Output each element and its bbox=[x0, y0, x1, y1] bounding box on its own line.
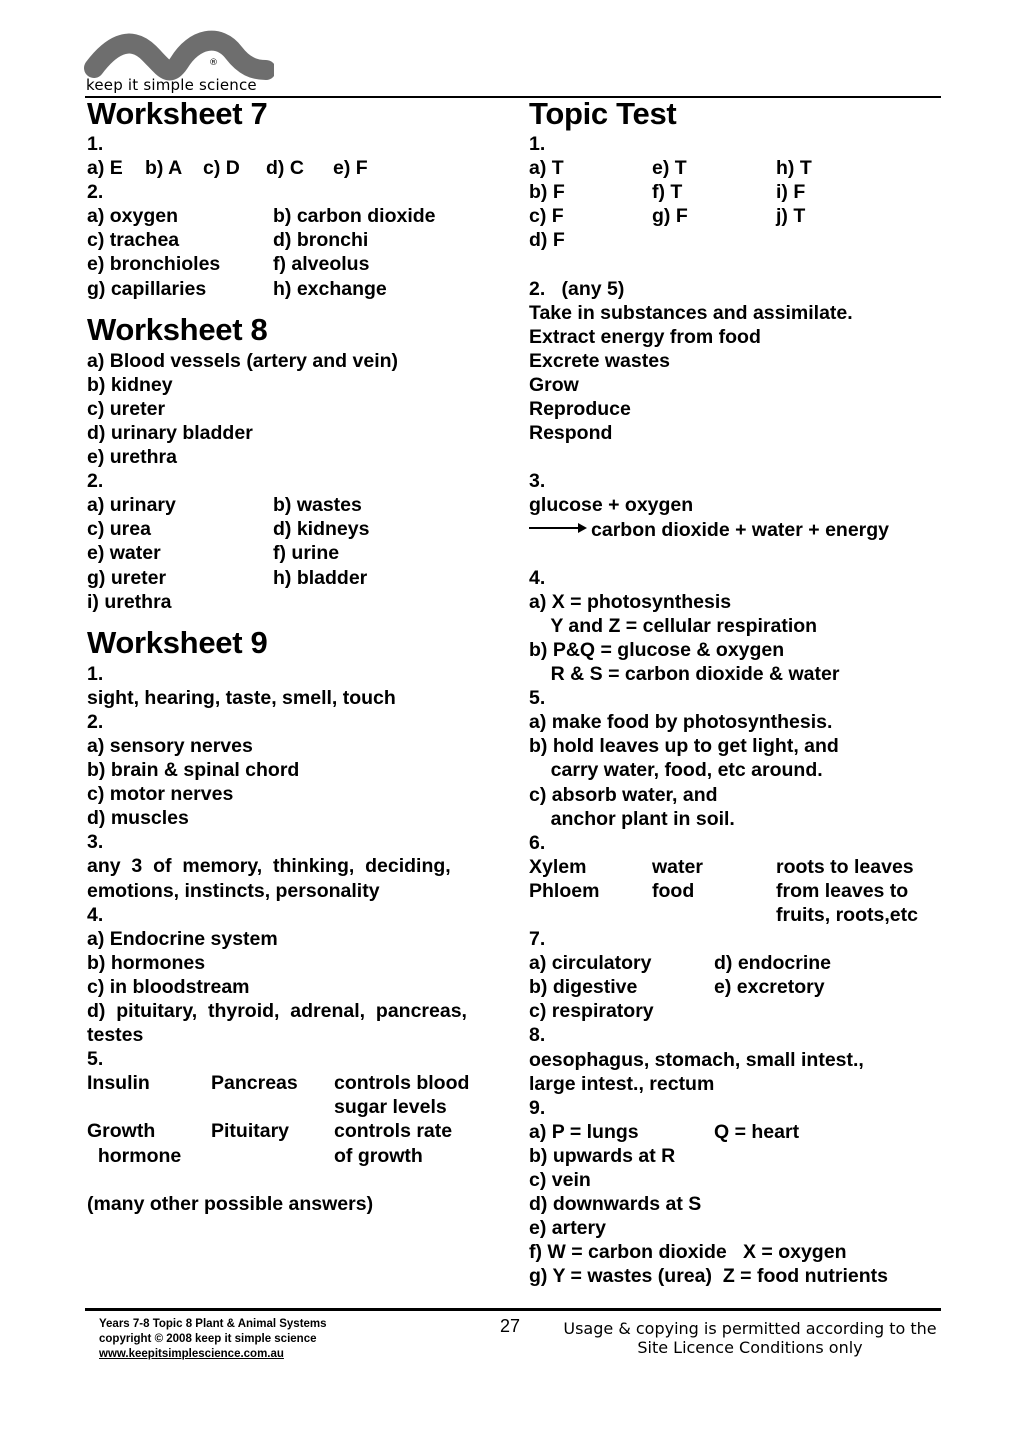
answer-text: g) capillaries bbox=[87, 277, 207, 300]
answer-line bbox=[87, 517, 497, 541]
answer-text: i) urethra bbox=[87, 590, 172, 613]
section-heading: Topic Test bbox=[529, 96, 677, 131]
answer-line bbox=[529, 397, 939, 421]
answer-line bbox=[87, 277, 497, 301]
answer-line bbox=[529, 1168, 939, 1192]
answer-line bbox=[529, 566, 939, 590]
answer-text: 3. bbox=[529, 470, 546, 493]
right-column bbox=[529, 96, 939, 1289]
answer-line bbox=[87, 1168, 497, 1192]
answer-text: d) endocrine bbox=[714, 952, 832, 975]
answer-line bbox=[87, 710, 497, 734]
answer-text: anchor plant in soil. bbox=[529, 807, 735, 830]
footer-copyright: copyright © 2008 keep it simple science bbox=[99, 1333, 317, 1345]
answer-line bbox=[529, 228, 939, 252]
answer-text: d) muscles bbox=[87, 807, 189, 830]
answer-text: b) brain & spinal chord bbox=[87, 759, 300, 782]
answer-text: sight, hearing, taste, smell, touch bbox=[87, 686, 396, 709]
answer-line bbox=[529, 493, 939, 517]
answer-line bbox=[87, 1144, 497, 1168]
answer-line bbox=[87, 566, 497, 590]
answer-text: a) urinary bbox=[87, 494, 176, 517]
answer-text: Y and Z = cellular respiration bbox=[529, 614, 818, 637]
answer-line bbox=[529, 445, 939, 469]
answer-text: e) T bbox=[652, 157, 687, 180]
answer-line bbox=[529, 1240, 939, 1264]
left-column bbox=[87, 96, 497, 1216]
answer-line bbox=[529, 277, 939, 301]
answer-text: a) T bbox=[529, 157, 564, 180]
answer-text: d) kidneys bbox=[273, 518, 370, 541]
answer-text: of growth bbox=[334, 1144, 423, 1167]
answer-text: 7. bbox=[529, 928, 546, 951]
answer-text: a) oxygen bbox=[87, 205, 179, 228]
answer-line bbox=[87, 854, 497, 878]
answer-line bbox=[529, 1096, 939, 1120]
footer-website-link[interactable]: www.keepitsimplescience.com.au bbox=[99, 1348, 284, 1360]
answer-text: fruits, roots,etc bbox=[776, 904, 918, 926]
answer-line bbox=[87, 806, 497, 830]
answer-line bbox=[529, 734, 939, 758]
answer-text: b) wastes bbox=[273, 494, 362, 517]
answer-text: controls blood bbox=[334, 1072, 470, 1095]
answer-line bbox=[529, 373, 939, 397]
answer-line bbox=[529, 1144, 939, 1168]
footer-rule bbox=[85, 1308, 941, 1311]
answer-text: f) alveolus bbox=[273, 253, 370, 276]
answer-line bbox=[87, 951, 497, 975]
answer-text: h) T bbox=[776, 157, 812, 180]
answer-text: c) in bloodstream bbox=[87, 975, 250, 998]
answer-text: f) W = carbon dioxide X = oxygen bbox=[529, 1241, 847, 1264]
answer-line bbox=[529, 831, 939, 855]
answer-line bbox=[529, 686, 939, 710]
answer-text: d) F bbox=[529, 229, 565, 252]
answer-text: e) urethra bbox=[87, 446, 177, 469]
answer-text: Growth bbox=[87, 1120, 156, 1143]
section-heading: Worksheet 9 bbox=[87, 624, 268, 660]
answer-text: g) ureter bbox=[87, 566, 167, 589]
answer-text: c) vein bbox=[529, 1169, 591, 1192]
answer-text: h) bladder bbox=[273, 566, 368, 589]
answer-line bbox=[87, 999, 497, 1023]
answer-text: Respond bbox=[529, 422, 613, 445]
answer-text: c) D bbox=[203, 157, 240, 180]
answer-line bbox=[529, 590, 939, 614]
answer-line bbox=[529, 204, 939, 228]
answer-line bbox=[87, 1023, 497, 1047]
answer-text: a) P = lungs bbox=[529, 1120, 639, 1143]
answer-line bbox=[87, 1119, 497, 1143]
answer-text: 4. bbox=[529, 566, 546, 589]
answer-line bbox=[87, 1192, 497, 1216]
answer-text: 2. bbox=[87, 181, 104, 204]
answer-text: e) F bbox=[333, 157, 368, 180]
answer-line bbox=[87, 204, 497, 228]
answer-text: (many other possible answers) bbox=[87, 1192, 374, 1215]
answer-line bbox=[87, 1047, 497, 1071]
answer-text: a) sensory nerves bbox=[87, 734, 253, 757]
answer-line bbox=[87, 180, 497, 204]
answer-line bbox=[87, 541, 497, 565]
answer-line bbox=[529, 1264, 939, 1288]
answer-text: c) motor nerves bbox=[87, 783, 234, 806]
answer-text: 1. bbox=[529, 133, 546, 155]
answer-text: hormone bbox=[87, 1144, 182, 1167]
answer-text: 5. bbox=[87, 1048, 104, 1071]
answer-text: c) urea bbox=[87, 518, 151, 541]
answer-line bbox=[529, 1023, 939, 1047]
answer-text: controls rate bbox=[334, 1120, 453, 1143]
answer-text: Take in substances and assimilate. bbox=[529, 301, 853, 324]
answer-text: i) F bbox=[776, 181, 806, 204]
answer-line bbox=[87, 445, 497, 469]
answer-line bbox=[529, 1048, 939, 1072]
answer-line bbox=[529, 542, 939, 566]
answer-text: g) Y = wastes (urea) Z = food nutrients bbox=[529, 1265, 889, 1288]
answer-line bbox=[529, 421, 939, 445]
answer-text: water bbox=[652, 855, 703, 878]
answer-line bbox=[529, 927, 939, 951]
answer-line bbox=[529, 180, 939, 204]
answer-text: c) F bbox=[529, 205, 564, 228]
answer-text: b) F bbox=[529, 181, 565, 204]
answer-text: a) Endocrine system bbox=[87, 927, 278, 950]
answer-line bbox=[87, 590, 497, 614]
answer-line bbox=[87, 1095, 497, 1119]
answer-text: e) water bbox=[87, 542, 161, 565]
answer-text: any 3 of memory, thinking, deciding, bbox=[87, 855, 451, 878]
answer-line bbox=[529, 710, 939, 734]
answer-text: c) trachea bbox=[87, 229, 180, 252]
answer-line bbox=[529, 1072, 939, 1096]
answer-text: f) T bbox=[652, 181, 683, 204]
answer-line bbox=[529, 1192, 939, 1216]
answer-line bbox=[529, 349, 939, 373]
answer-text: c) absorb water, and bbox=[529, 783, 718, 806]
answer-text: glucose + oxygen bbox=[529, 494, 694, 517]
answer-line bbox=[87, 782, 497, 806]
answer-line bbox=[529, 638, 939, 662]
answer-line bbox=[529, 325, 939, 349]
answer-text: Excrete wastes bbox=[529, 349, 670, 372]
arrow-icon bbox=[529, 527, 585, 529]
answer-text: b) hormones bbox=[87, 951, 206, 974]
answer-text: d) downwards at S bbox=[529, 1193, 702, 1216]
answer-text: 3. bbox=[87, 831, 104, 854]
answer-text: 4. bbox=[87, 903, 104, 926]
answer-text: carry water, food, etc around. bbox=[529, 759, 823, 782]
usage-line-2: Site Licence Conditions only bbox=[637, 1338, 863, 1357]
answer-text: e) excretory bbox=[714, 976, 825, 999]
answer-text: Grow bbox=[529, 373, 579, 396]
answer-text: large intest., rectum bbox=[529, 1072, 715, 1095]
answer-text: 1. bbox=[87, 133, 104, 155]
answer-line bbox=[87, 734, 497, 758]
answer-text: oesophagus, stomach, small intest., bbox=[529, 1048, 864, 1071]
usage-notice bbox=[560, 1319, 940, 1357]
answer-line bbox=[87, 903, 497, 927]
answer-text: b) upwards at R bbox=[529, 1144, 676, 1167]
answer-text: Insulin bbox=[87, 1072, 150, 1095]
footer-topic: Years 7-8 Topic 8 Plant & Animal Systems bbox=[99, 1318, 327, 1330]
answer-line bbox=[87, 397, 497, 421]
answer-line bbox=[529, 975, 939, 999]
answer-text: a) make food by photosynthesis. bbox=[529, 711, 833, 734]
answer-text: c) ureter bbox=[87, 397, 166, 420]
answer-line bbox=[529, 903, 939, 927]
answer-text: f) urine bbox=[273, 542, 340, 565]
answer-line bbox=[529, 783, 939, 807]
answer-line bbox=[87, 1071, 497, 1095]
answer-line bbox=[529, 1120, 939, 1144]
answer-text: Phloem bbox=[529, 879, 600, 902]
answer-text: a) circulatory bbox=[529, 952, 652, 975]
answer-text: carbon dioxide + water + energy bbox=[591, 518, 890, 541]
answer-line bbox=[87, 228, 497, 252]
answer-line bbox=[87, 758, 497, 782]
answer-text: d) bronchi bbox=[273, 229, 369, 252]
answer-line bbox=[87, 421, 497, 445]
answer-line bbox=[529, 252, 939, 276]
answer-text: roots to leaves bbox=[776, 855, 914, 878]
answer-text: c) respiratory bbox=[529, 1000, 654, 1023]
answer-text: Extract energy from food bbox=[529, 325, 761, 348]
answer-line bbox=[87, 349, 497, 373]
answer-text: Q = heart bbox=[714, 1120, 800, 1143]
usage-line-1: Usage & copying is permitted according to the bbox=[563, 1319, 937, 1338]
answer-text: d) pituitary, thyroid, adrenal, pancreas, bbox=[87, 1000, 467, 1022]
footer-info bbox=[99, 1317, 327, 1362]
answer-line bbox=[529, 662, 939, 686]
answer-text: b) A bbox=[145, 157, 183, 180]
answer-text: 9. bbox=[529, 1096, 546, 1119]
answer-text: Pancreas bbox=[211, 1072, 298, 1095]
answer-line bbox=[529, 614, 939, 638]
answer-text: b) hold leaves up to get light, and bbox=[529, 735, 839, 758]
section-heading: Worksheet 8 bbox=[87, 311, 268, 347]
answer-line bbox=[529, 951, 939, 975]
answer-line bbox=[529, 999, 939, 1023]
answer-text: e) bronchioles bbox=[87, 253, 221, 276]
answer-text: Xylem bbox=[529, 855, 587, 878]
answer-text: R & S = carbon dioxide & water bbox=[529, 663, 840, 686]
answer-text: sugar levels bbox=[334, 1096, 447, 1119]
answer-text: e) artery bbox=[529, 1217, 606, 1240]
answer-line bbox=[87, 156, 497, 180]
answer-line bbox=[87, 975, 497, 999]
answer-line bbox=[87, 830, 497, 854]
answer-line bbox=[529, 758, 939, 782]
answer-line bbox=[529, 807, 939, 831]
answer-text: 2. bbox=[87, 470, 104, 493]
answer-line bbox=[87, 469, 497, 493]
answer-line bbox=[87, 373, 497, 397]
answer-line bbox=[529, 132, 939, 156]
answer-text: from leaves to bbox=[776, 879, 909, 902]
answer-text: a) E bbox=[87, 157, 123, 180]
answer-text: h) exchange bbox=[273, 277, 387, 300]
answer-text: Reproduce bbox=[529, 398, 631, 421]
answer-text: 2. bbox=[87, 710, 104, 733]
answer-text: b) kidney bbox=[87, 373, 173, 396]
answer-line bbox=[529, 855, 939, 879]
answer-text: b) P&Q = glucose & oxygen bbox=[529, 638, 785, 661]
answer-text: 1. bbox=[87, 662, 104, 685]
section-heading: Worksheet 7 bbox=[87, 96, 268, 131]
answer-line bbox=[87, 927, 497, 951]
answer-line bbox=[87, 662, 497, 686]
answer-text: j) T bbox=[776, 205, 806, 228]
answer-line bbox=[529, 301, 939, 325]
answer-line bbox=[87, 252, 497, 276]
answer-text: emotions, instincts, personality bbox=[87, 879, 380, 902]
answer-text: g) F bbox=[652, 205, 688, 228]
answer-line bbox=[529, 156, 939, 180]
answer-text: d) urinary bladder bbox=[87, 421, 253, 444]
answer-text: a) Blood vessels (artery and vein) bbox=[87, 349, 399, 372]
answer-line bbox=[529, 469, 939, 493]
answer-text: 8. bbox=[529, 1024, 546, 1047]
answer-text: 5. bbox=[529, 687, 546, 710]
answer-text: 2. (any 5) bbox=[529, 277, 625, 300]
answer-text: Pituitary bbox=[211, 1120, 290, 1143]
answer-line bbox=[87, 686, 497, 710]
answer-line bbox=[529, 879, 939, 903]
page-number: 27 bbox=[500, 1316, 521, 1336]
answer-line bbox=[87, 879, 497, 903]
answer-text: b) digestive bbox=[529, 976, 638, 999]
answer-line bbox=[87, 493, 497, 517]
answer-line bbox=[87, 132, 497, 156]
answer-text: d) C bbox=[266, 157, 304, 180]
registered-mark: ® bbox=[209, 58, 218, 68]
answer-line bbox=[529, 1216, 939, 1240]
answer-line bbox=[529, 518, 939, 542]
answer-text: a) X = photosynthesis bbox=[529, 590, 732, 613]
answer-text: testes bbox=[87, 1024, 144, 1047]
answer-text: 6. bbox=[529, 831, 546, 854]
answer-text: b) carbon dioxide bbox=[273, 205, 436, 228]
answer-text: food bbox=[652, 879, 695, 902]
logo-text: keep it simple science bbox=[86, 76, 257, 94]
